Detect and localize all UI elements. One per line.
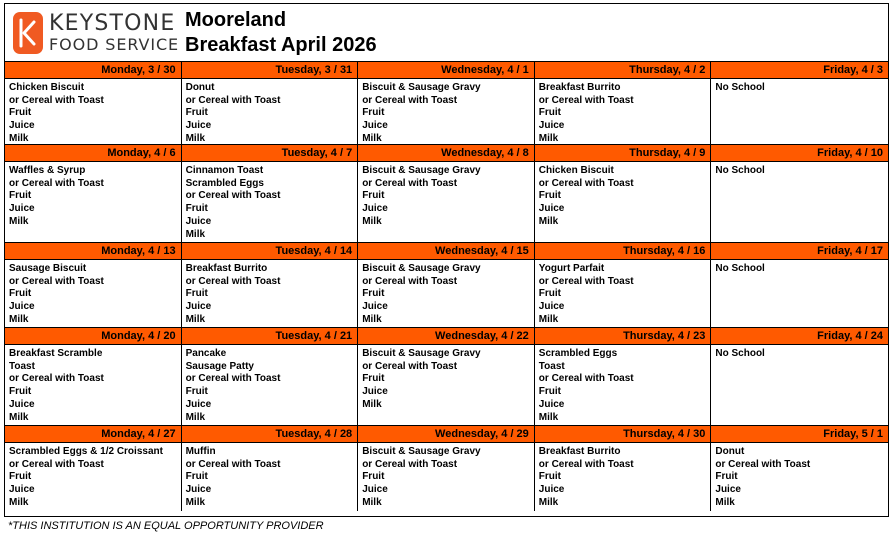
logo-text-keystone: KEYSTONE [49, 11, 176, 36]
menu-item: or Cereal with Toast [538, 177, 634, 189]
menu-item: or Cereal with Toast [9, 373, 104, 385]
menu-item: Fruit [9, 471, 32, 483]
menu-item: Milk [9, 496, 29, 508]
menu-item: Chicken Biscuit [9, 82, 85, 93]
menu-item: Yogurt Parfait [538, 263, 605, 274]
menu-item: Juice [538, 203, 565, 215]
menu-item: Biscuit & Sausage Gravy [362, 446, 481, 457]
menu-item: or Cereal with Toast [185, 373, 281, 385]
menu-item: No School [715, 263, 765, 274]
menu-item: Juice [715, 484, 741, 496]
logo-text-food-service: FOOD SERVICE [49, 35, 180, 54]
menu-item: Juice [9, 203, 35, 215]
menu-item: Milk [362, 313, 382, 325]
day-menu-cell [711, 443, 888, 511]
week-row [5, 145, 888, 243]
week-row [5, 426, 888, 511]
menu-item: or Cereal with Toast [538, 458, 634, 470]
menu-item: Juice [9, 120, 35, 132]
day-menu-cell [182, 443, 359, 511]
menu-item: Biscuit & Sausage Gravy [362, 348, 481, 359]
day-header: Wednesday, 4 / 15 [358, 243, 535, 260]
day-menu-cell [5, 79, 182, 145]
day-header: Tuesday, 4 / 7 [182, 145, 359, 162]
menu-item: Scrambled Eggs [538, 348, 618, 359]
menu-item: Pancake [185, 348, 227, 359]
menu-item: Milk [185, 313, 206, 325]
menu-item: Fruit [362, 471, 385, 483]
menu-item: Fruit [9, 386, 32, 398]
day-header: Monday, 4 / 27 [5, 426, 182, 443]
day-header: Thursday, 4 / 9 [535, 145, 712, 162]
menu-item: Juice [9, 484, 35, 496]
menu-item: or Cereal with Toast [538, 275, 634, 287]
day-menu-cell [182, 79, 359, 145]
day-header: Monday, 4 / 6 [5, 145, 182, 162]
menu-item: or Cereal with Toast [185, 190, 281, 202]
day-menu-cell [182, 345, 359, 426]
menu-item: Fruit [9, 288, 32, 300]
day-header: Friday, 4 / 17 [711, 243, 888, 260]
menu-item: Milk [185, 411, 206, 423]
day-header: Friday, 4 / 24 [711, 328, 888, 345]
day-header: Tuesday, 3 / 31 [182, 62, 359, 79]
menu-item: Scrambled Eggs & 1/2 Croissant [9, 446, 163, 457]
menu-item: Toast [9, 360, 35, 372]
day-header: Wednesday, 4 / 8 [358, 145, 535, 162]
day-header: Tuesday, 4 / 28 [182, 426, 359, 443]
day-menu-cell [358, 345, 535, 426]
menu-item: or Cereal with Toast [9, 177, 104, 189]
menu-item: Biscuit & Sausage Gravy [362, 82, 481, 93]
day-header: Thursday, 4 / 30 [535, 426, 712, 443]
day-header: Friday, 4 / 3 [711, 62, 888, 79]
menu-item: No School [715, 348, 765, 359]
day-menu-cell [535, 162, 712, 243]
menu-item: Juice [9, 398, 35, 410]
menu-item: Scrambled Eggs [185, 177, 264, 189]
menu-item: Fruit [538, 386, 562, 398]
menu-header [5, 4, 888, 62]
menu-item: Fruit [185, 471, 208, 483]
menu-item: Milk [362, 215, 382, 227]
menu-item: Fruit [362, 288, 385, 300]
menu-item: or Cereal with Toast [362, 458, 458, 470]
day-menu-cell [535, 345, 712, 426]
day-header: Thursday, 4 / 2 [535, 62, 712, 79]
menu-calendar [4, 3, 889, 517]
menu-item: Juice [538, 120, 565, 132]
menu-title: Breakfast April 2026 [185, 34, 377, 56]
day-menu-cell [711, 162, 888, 243]
menu-item: Toast [538, 360, 565, 372]
day-header: Tuesday, 4 / 21 [182, 328, 359, 345]
day-header: Friday, 4 / 10 [711, 145, 888, 162]
day-header: Wednesday, 4 / 1 [358, 62, 535, 79]
menu-item: or Cereal with Toast [715, 458, 811, 470]
menu-item: No School [715, 82, 765, 93]
day-header: Tuesday, 4 / 14 [182, 243, 359, 260]
menu-item: Milk [362, 496, 382, 508]
menu-item: Donut [185, 82, 215, 93]
menu-item: or Cereal with Toast [362, 177, 458, 189]
menu-item: Fruit [538, 107, 562, 119]
menu-item: Donut [715, 446, 745, 457]
menu-item: or Cereal with Toast [185, 458, 281, 470]
menu-item: Juice [538, 301, 565, 313]
menu-item: Muffin [185, 446, 216, 457]
weeks-container [5, 62, 888, 511]
menu-item: Juice [185, 484, 212, 496]
menu-item: Breakfast Burrito [185, 263, 268, 274]
day-header: Wednesday, 4 / 22 [358, 328, 535, 345]
day-header: Wednesday, 4 / 29 [358, 426, 535, 443]
menu-item: Milk [538, 313, 559, 325]
menu-item: Biscuit & Sausage Gravy [362, 165, 481, 176]
menu-item: Fruit [9, 190, 32, 202]
week-row [5, 243, 888, 328]
menu-item: Milk [538, 496, 559, 508]
menu-item: Milk [185, 132, 206, 144]
day-header: Friday, 5 / 1 [711, 426, 888, 443]
menu-item: Sausage Biscuit [9, 263, 87, 274]
day-menu-cell [535, 79, 712, 145]
menu-item: Juice [185, 215, 212, 227]
menu-item: Sausage Patty [185, 360, 254, 372]
day-menu-cell [5, 260, 182, 328]
day-header: Thursday, 4 / 16 [535, 243, 712, 260]
menu-item: Fruit [185, 386, 208, 398]
menu-item: Milk [362, 398, 382, 410]
menu-item: Breakfast Burrito [538, 82, 621, 93]
menu-item: Milk [9, 215, 29, 227]
menu-item: Fruit [185, 288, 208, 300]
day-menu-cell [5, 162, 182, 243]
menu-item: Milk [538, 215, 559, 227]
day-menu-cell [182, 162, 359, 243]
menu-item: or Cereal with Toast [362, 94, 458, 106]
menu-item: Juice [362, 120, 388, 132]
menu-item: Waffles & Syrup [9, 165, 86, 176]
day-menu-cell [358, 443, 535, 511]
menu-item: Milk [185, 496, 206, 508]
menu-item: Juice [9, 301, 35, 313]
menu-item: Milk [538, 411, 559, 423]
menu-item: Cinnamon Toast [185, 165, 264, 176]
school-title: Mooreland [185, 9, 287, 31]
day-menu-cell [535, 443, 712, 511]
day-header: Thursday, 4 / 23 [535, 328, 712, 345]
menu-item: Milk [362, 132, 382, 144]
menu-item: Breakfast Burrito [538, 446, 621, 457]
day-menu-cell [358, 79, 535, 145]
menu-item: Juice [362, 301, 388, 313]
menu-item: or Cereal with Toast [538, 94, 634, 106]
menu-item: Milk [9, 132, 29, 144]
menu-item: Fruit [362, 373, 385, 385]
menu-item: Fruit [185, 107, 208, 119]
menu-item: Milk [9, 313, 29, 325]
menu-item: Fruit [538, 190, 562, 202]
menu-item: Juice [362, 386, 388, 398]
day-menu-cell [711, 260, 888, 328]
menu-item: or Cereal with Toast [185, 275, 281, 287]
day-header: Monday, 4 / 20 [5, 328, 182, 345]
menu-item: Fruit [538, 471, 562, 483]
menu-item: Breakfast Scramble [9, 348, 103, 359]
menu-item: Fruit [538, 288, 562, 300]
menu-item: Milk [9, 411, 29, 423]
menu-item: Milk [538, 132, 559, 144]
menu-item: or Cereal with Toast [362, 275, 458, 287]
day-menu-cell [182, 260, 359, 328]
keystone-k-icon [13, 12, 43, 54]
menu-item: or Cereal with Toast [362, 360, 458, 372]
menu-item: Biscuit & Sausage Gravy [362, 263, 481, 274]
menu-item: Juice [362, 203, 388, 215]
day-menu-cell [5, 345, 182, 426]
menu-item: or Cereal with Toast [9, 275, 104, 287]
menu-item: Juice [185, 120, 212, 132]
menu-item: Milk [185, 228, 206, 240]
menu-item: Juice [185, 301, 212, 313]
menu-item: Juice [185, 398, 212, 410]
menu-item: Chicken Biscuit [538, 165, 614, 176]
day-menu-cell [358, 162, 535, 243]
menu-item: Fruit [185, 203, 208, 215]
keystone-logo [13, 12, 179, 54]
menu-item: Juice [538, 398, 565, 410]
menu-item: Juice [362, 484, 388, 496]
menu-item: or Cereal with Toast [185, 94, 281, 106]
day-header: Monday, 4 / 13 [5, 243, 182, 260]
week-row [5, 328, 888, 426]
menu-item: Milk [715, 496, 735, 508]
day-menu-cell [711, 345, 888, 426]
day-menu-cell [5, 443, 182, 511]
menu-item: or Cereal with Toast [9, 458, 104, 470]
menu-item: Fruit [362, 190, 385, 202]
week-row [5, 62, 888, 145]
menu-item: or Cereal with Toast [9, 94, 104, 106]
day-menu-cell [535, 260, 712, 328]
menu-item: Fruit [9, 107, 32, 119]
menu-item: Juice [538, 484, 565, 496]
footer-note: *THIS INSTITUTION IS AN EQUAL OPPORTUNITY PROVIDER [8, 520, 324, 532]
menu-item: Fruit [362, 107, 385, 119]
menu-item: Fruit [715, 471, 738, 483]
menu-item: No School [715, 165, 765, 176]
menu-item: or Cereal with Toast [538, 373, 634, 385]
day-menu-cell [358, 260, 535, 328]
day-menu-cell [711, 79, 888, 145]
day-header: Monday, 3 / 30 [5, 62, 182, 79]
